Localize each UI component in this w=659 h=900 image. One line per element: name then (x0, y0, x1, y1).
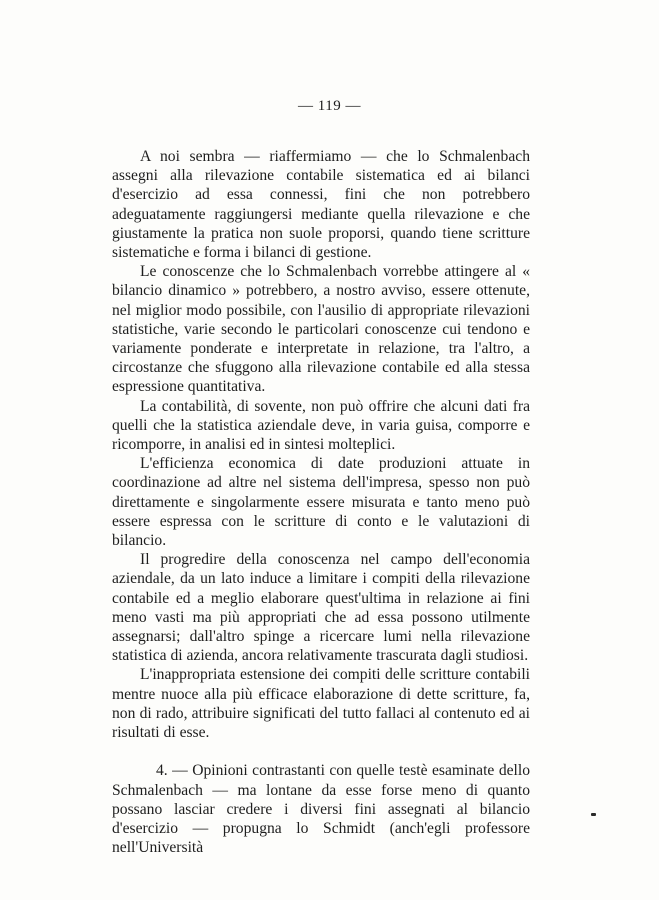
paragraph-3: La contabilità, di sovente, non può offrire che alcuni dati fra quelli che la statistica aziendale deve, in varia guisa, comporre e ricomporre, in analisi ed in sintesi molteplici. (112, 397, 530, 454)
body-text (112, 147, 530, 857)
paragraph-4: L'efficienza economica di date produzioni attuate in coordinazione ad altre nel sistema dell'impresa, spesso non può direttamente e singolarmente essere misurata e tanto meno può essere espressa con le scritture di conto e le valutazioni di bilancio. (112, 455, 530, 550)
paragraph-5: Il progredire della conoscenza nel campo dell'economia aziendale, da un lato induce a limitare i compiti della rilevazione contabile ed a meglio elaborare quest'ultima in relazione ai fini meno vasti ma più appropriati che ad essa possono utilmente assegnarsi; dall'altro spinge a ricercare lumi nella rilevazione statistica di azienda, ancora relativamente trascurata dagli studiosi. (112, 551, 530, 665)
paragraph-1: A noi sembra — riaffermiamo — che lo Schmalenbach assegni alla rilevazione contabile sistematica ed ai bilanci d'esercizio ad essa connessi, fini che non potrebbero adeguatamente raggiungersi mediante quella rilevazione e che giustamente la pratica non suole proporsi, quando tiene scritture sistematiche e forma i bilanci di gestione. (112, 148, 530, 262)
section-4-paragraph: 4. — Opinioni contrastanti con quelle testè esaminate dello Schmalenbach — ma lontane da esse forse meno di quanto possano lasciar credere i diversi fini assegnati al bilancio d'esercizio — propugna lo Schmidt (anch'egli professore nell'Università (112, 762, 530, 857)
paragraph-2: Le conoscenze che lo Schmalenbach vorrebbe attingere al « bilancio dinamico » potrebbero, a nostro avviso, essere ottenute, nel miglior modo possibile, con l'ausilio di appropriate rilevazioni statistiche, varie secondo le particolari conoscenze cui tendono e variamente ponderate e interpretate in relazione, tra l'altro, a circostanze che sfuggono alla rilevazione contabile ed alla stessa espressione quantitativa. (112, 263, 530, 396)
page-number: — 119 — (298, 98, 361, 114)
ink-speck (591, 813, 596, 816)
paragraph-6: L'inappropriata estensione dei compiti delle scritture contabili mentre nuoce alla più efficace elaborazione di dette scritture, fa, non di rado, attribuire significati del tutto fallaci al contenuto ed ai risultati di esse. (112, 666, 530, 742)
